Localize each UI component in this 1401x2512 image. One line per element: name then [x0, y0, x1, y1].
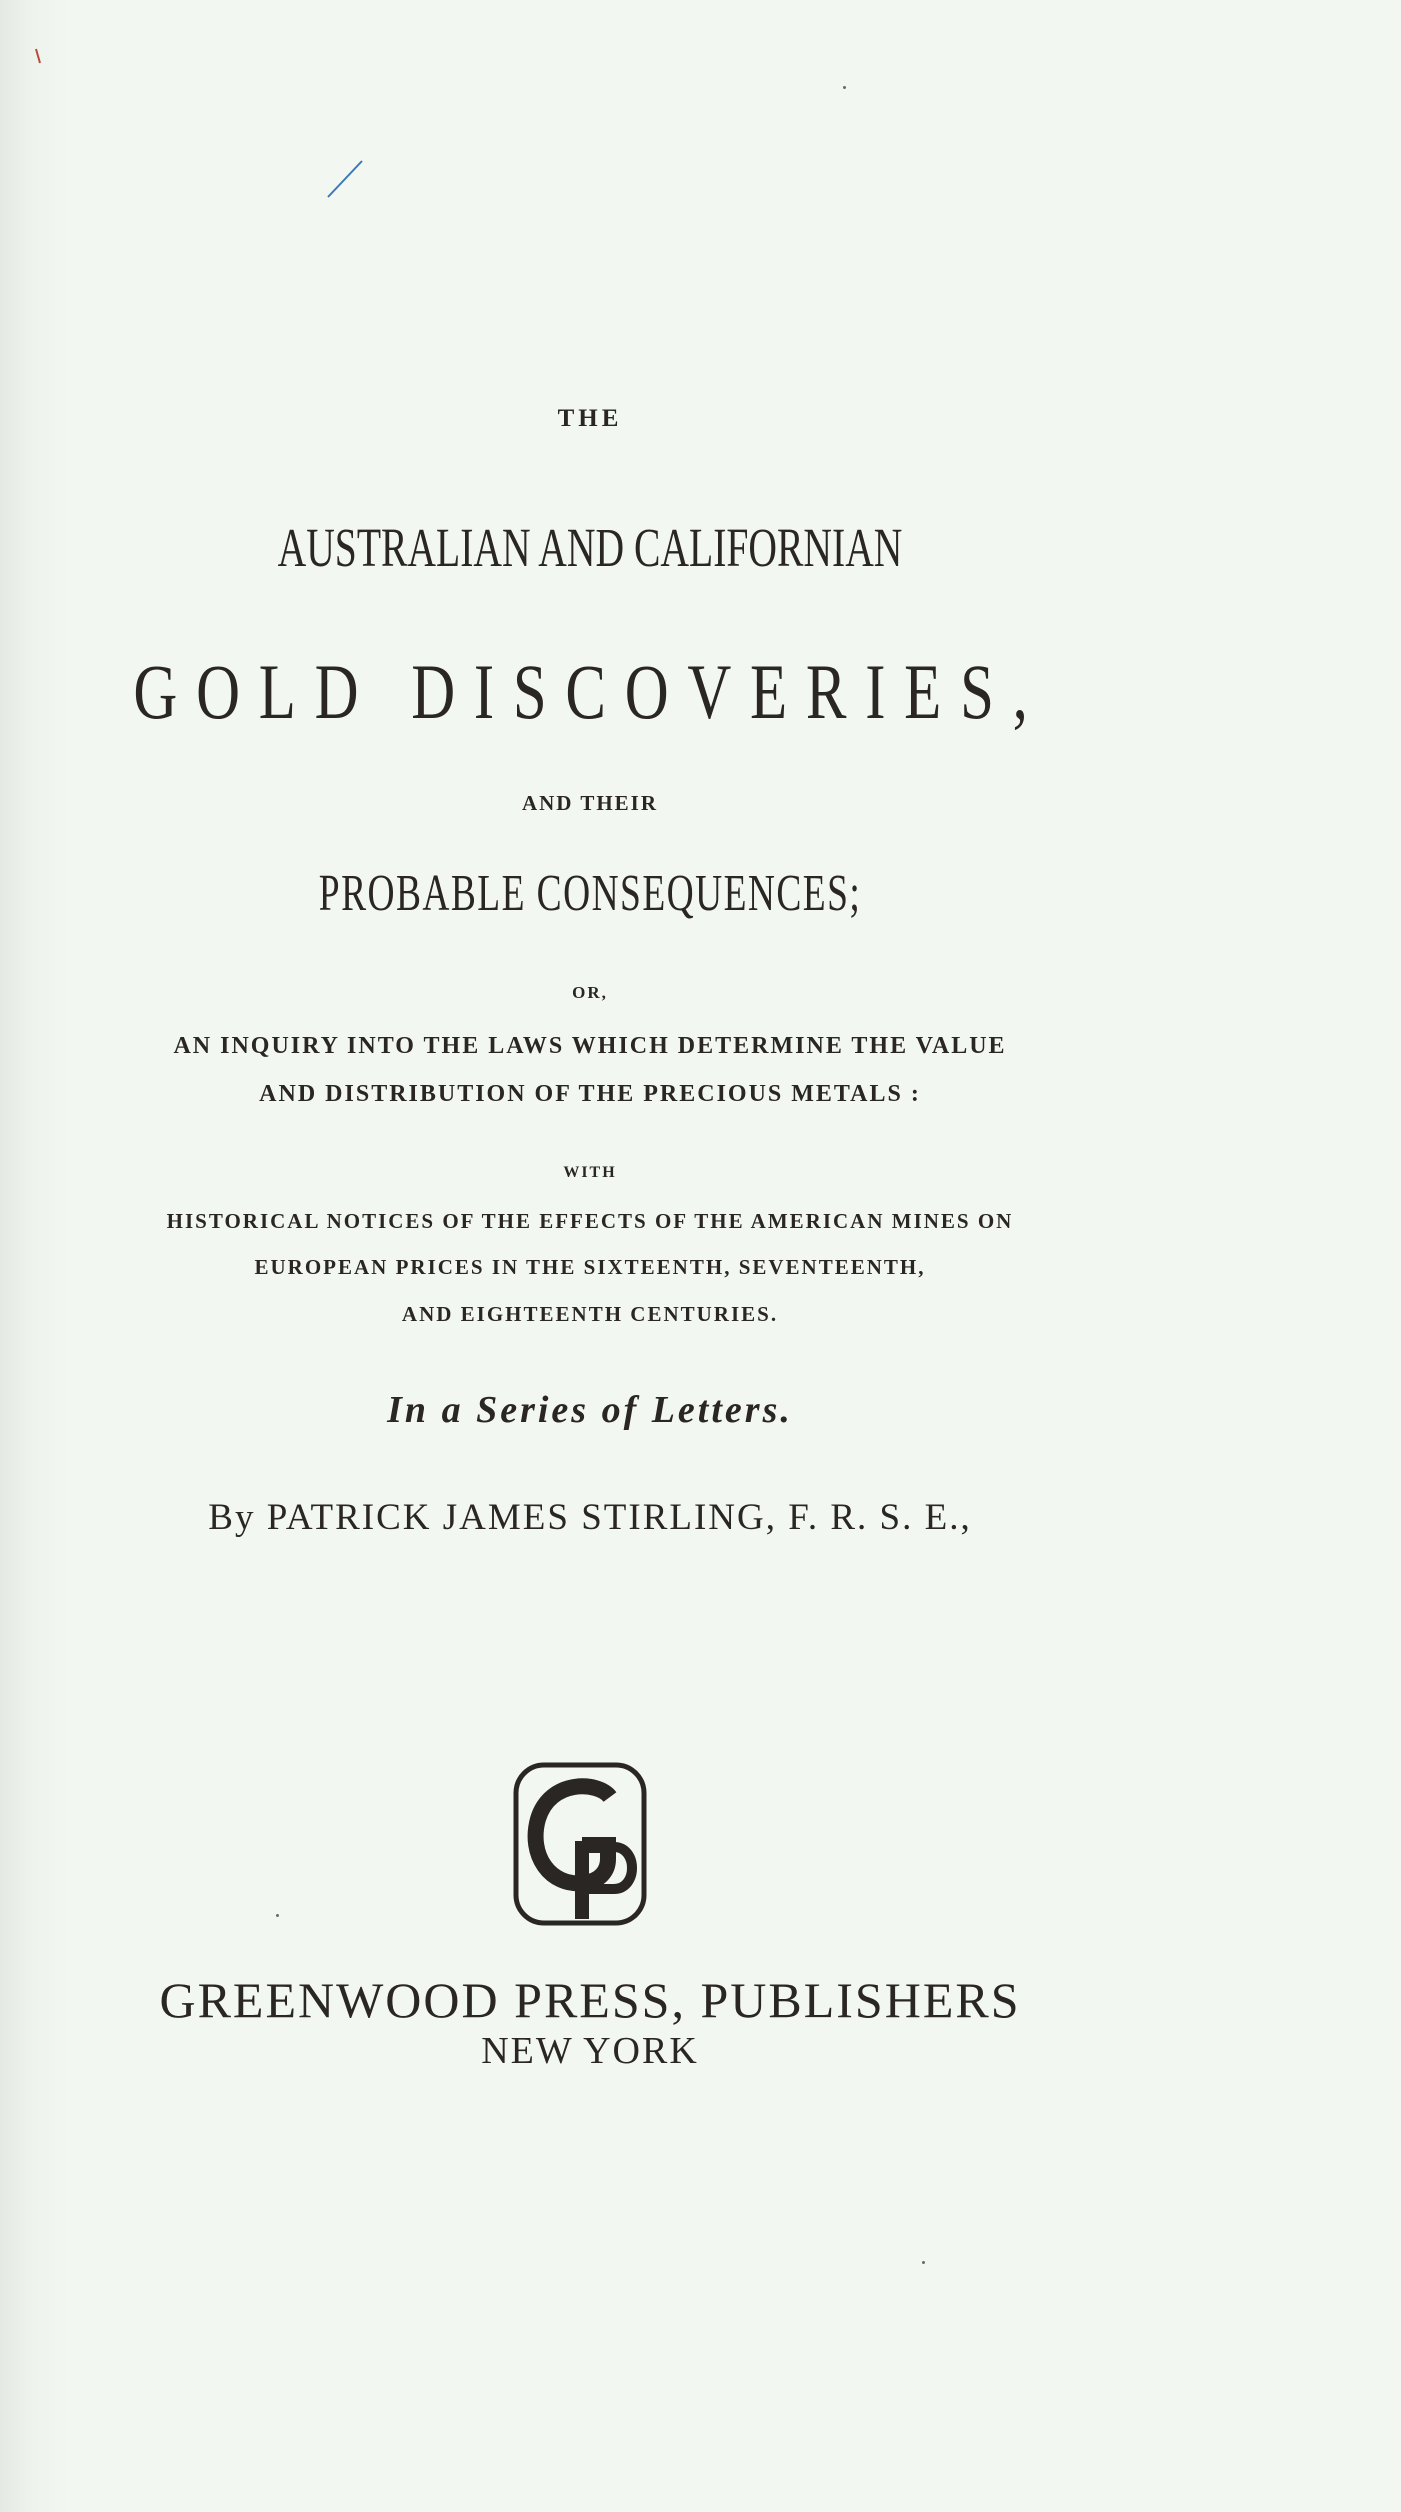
publisher-city: NEW YORK	[481, 2030, 699, 2072]
dust-speck	[922, 2261, 925, 2264]
notes-line-1: HISTORICAL NOTICES OF THE EFFECTS OF THE AMERICAN MINES ON	[166, 1209, 1014, 1233]
dust-speck	[276, 1914, 279, 1917]
title-line-3: PROBABLE CONSEQUENCES;	[318, 865, 862, 922]
pen-mark	[320, 155, 370, 205]
the-heading: THE	[557, 405, 623, 432]
dust-speck	[843, 86, 846, 89]
notes-line-2: EUROPEAN PRICES IN THE SIXTEENTH, SEVENTEENTH,	[254, 1255, 926, 1279]
page-edge-shadow	[0, 0, 70, 2512]
title-line-2: GOLD DISCOVERIES,	[133, 648, 1047, 735]
corner-mark	[30, 45, 50, 70]
publisher-name: GREENWOOD PRESS, PUBLISHERS	[159, 1972, 1021, 2028]
with-line: WITH	[563, 1164, 617, 1181]
and-their-line: AND THEIR	[521, 791, 659, 815]
subtitle-line-1: AN INQUIRY INTO THE LAWS WHICH DETERMINE THE VALUE	[173, 1033, 1007, 1059]
series-line: In a Series of Letters.	[387, 1389, 793, 1431]
title-line-1: AUSTRALIAN AND CALIFORNIAN	[277, 517, 903, 578]
notes-line-3: AND EIGHTEENTH CENTURIES.	[401, 1302, 779, 1326]
author-line: By PATRICK JAMES STIRLING, F. R. S. E.,	[208, 1497, 972, 1538]
publisher-logo-icon	[510, 1759, 650, 1929]
subtitle-line-2: AND DISTRIBUTION OF THE PRECIOUS METALS :	[259, 1081, 921, 1107]
or-line: OR,	[572, 983, 608, 1002]
